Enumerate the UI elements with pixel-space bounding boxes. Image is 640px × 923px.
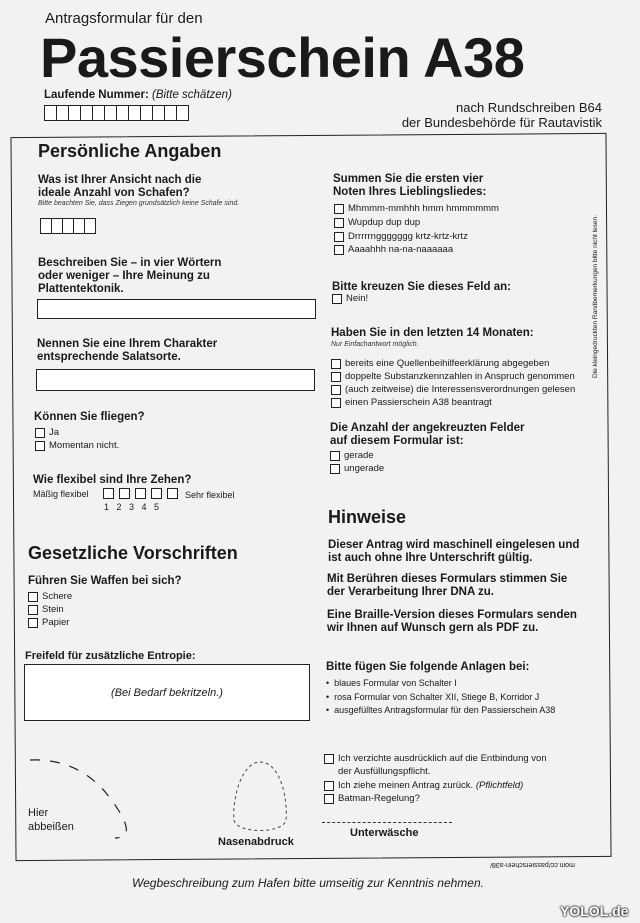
note-machine-read: Dieser Antrag wird maschinell eingelesen und ist auch ohne Ihre Unterschrift gültig. bbox=[328, 539, 580, 564]
checkbox[interactable] bbox=[35, 428, 45, 438]
checkbox[interactable] bbox=[332, 294, 342, 304]
checkbox[interactable] bbox=[35, 441, 45, 451]
question-sheep: Was ist Ihrer Ansicht nach die ideale Anzahl von Schafen? bbox=[38, 174, 202, 199]
underwear-label: Unterwäsche bbox=[350, 827, 419, 839]
option-paper[interactable]: Papier bbox=[28, 616, 69, 629]
salad-field[interactable] bbox=[36, 369, 315, 391]
sheep-count-boxes[interactable] bbox=[40, 218, 95, 234]
checkbox[interactable] bbox=[330, 451, 340, 461]
option-months-1[interactable]: bereits eine Quellenbeihilfeerklärung abgegeben bbox=[331, 357, 549, 370]
option-song-2[interactable]: Wupdup dup dup bbox=[334, 216, 420, 229]
watermark: YOLOL.de bbox=[560, 903, 629, 919]
checkbox[interactable] bbox=[334, 245, 344, 255]
note-dna: Mit Berühren dieses Formulars stimmen Sie der Verarbeitung Ihrer DNA zu. bbox=[327, 573, 568, 598]
source-url: moin.cc/passierschein-a38/ bbox=[490, 861, 575, 868]
serial-number-boxes[interactable] bbox=[44, 105, 188, 121]
nose-print-label: Nasenabdruck bbox=[218, 836, 294, 848]
option-odd[interactable]: ungerade bbox=[330, 462, 384, 475]
toes-scale-boxes[interactable] bbox=[103, 488, 181, 499]
checkbox[interactable] bbox=[324, 781, 334, 791]
serial-number-label: Laufende Nummer: (Bitte schätzen) bbox=[44, 89, 232, 101]
option-months-4[interactable]: einen Passierschein A38 beantragt bbox=[331, 396, 492, 409]
form-title: Passierschein A38 bbox=[40, 26, 525, 89]
toes-scale-low: Mäßig flexibel bbox=[33, 489, 89, 499]
checkbox[interactable] bbox=[331, 398, 341, 408]
question-toes: Wie flexibel sind Ihre Zehen? bbox=[33, 474, 192, 486]
toes-scale-high: Sehr flexibel bbox=[185, 490, 235, 500]
checkbox[interactable] bbox=[334, 232, 344, 242]
option-fly-not-now[interactable]: Momentan nicht. bbox=[35, 439, 119, 452]
checkbox[interactable] bbox=[28, 605, 38, 615]
option-song-4[interactable]: Aaaahhh na-na-naaaaaa bbox=[334, 243, 453, 256]
question-sheep-note: Bitte beachten Sie, dass Ziegen grundsätzlich keine Schafe sind. bbox=[38, 200, 240, 207]
note-braille: Eine Braille-Version dieses Formulars senden wir Ihnen auf Wunsch gern als PDF zu. bbox=[327, 609, 577, 634]
question-plate-tectonics: Beschreiben Sie – in vier Wörtern oder weniger – Ihre Meinung zu Plattentektonik. bbox=[38, 257, 222, 295]
option-fly-yes[interactable]: Ja bbox=[35, 426, 59, 439]
section-legal: Gesetzliche Vorschriften bbox=[28, 543, 238, 563]
option-song-3[interactable]: Drrrrrnggggggg krtz-krtz-krtz bbox=[334, 230, 468, 243]
toes-scale-numbers: 12345 bbox=[104, 502, 167, 512]
question-14-months: Haben Sie in den letzten 14 Monaten: bbox=[331, 327, 534, 339]
option-waiver[interactable]: Ich verzichte ausdrücklich auf die Entbindung von der Ausfüllungspflicht. bbox=[324, 752, 554, 778]
attachment-item: • blaues Formular von Schalter I bbox=[326, 677, 457, 690]
attachment-item: • ausgefülltes Antragsformular für den Passierschein A38 bbox=[326, 704, 555, 717]
question-14-months-note: Nur Einfachantwort möglich. bbox=[331, 341, 419, 348]
checkbox[interactable] bbox=[334, 204, 344, 214]
option-batman[interactable]: Batman-Regelung? bbox=[324, 792, 420, 805]
attachments-heading: Bitte fügen Sie folgende Anlagen bei: bbox=[326, 661, 530, 673]
question-salad: Nennen Sie eine Ihrem Charakter entsprechende Salatsorte. bbox=[37, 338, 218, 363]
question-cross-field: Bitte kreuzen Sie dieses Feld an: bbox=[332, 281, 511, 293]
underwear-line[interactable] bbox=[322, 822, 452, 823]
question-checked-count: Die Anzahl der angekreuzten Felder auf diesem Formular ist: bbox=[330, 422, 525, 447]
option-scissors[interactable]: Schere bbox=[28, 590, 72, 603]
attachment-item: • rosa Formular von Schalter XII, Stiege B, Korridor J bbox=[326, 691, 539, 704]
option-months-3[interactable]: (auch zeitweise) die Interessensverordnungen gelesen bbox=[331, 383, 575, 396]
checkbox[interactable] bbox=[324, 754, 334, 764]
nose-print-outline[interactable] bbox=[228, 758, 292, 838]
checkbox[interactable] bbox=[28, 592, 38, 602]
bite-here-label: Hier abbeißen bbox=[28, 807, 74, 833]
checkbox[interactable] bbox=[330, 464, 340, 474]
question-fly: Können Sie fliegen? bbox=[34, 411, 145, 423]
checkbox[interactable] bbox=[331, 359, 341, 369]
form-pretitle: Antragsformular für den bbox=[45, 10, 203, 27]
checkbox[interactable] bbox=[331, 385, 341, 395]
checkbox[interactable] bbox=[331, 372, 341, 382]
plate-tectonics-field[interactable] bbox=[37, 299, 316, 319]
checkbox[interactable] bbox=[28, 618, 38, 628]
question-weapons: Führen Sie Waffen bei sich? bbox=[28, 575, 182, 587]
section-personal-data: Persönliche Angaben bbox=[38, 141, 222, 161]
footer-note: Wegbeschreibung zum Hafen bitte umseitig zur Kenntnis nehmen. bbox=[132, 876, 484, 890]
question-entropy: Freifeld für zusätzliche Entropie: bbox=[25, 650, 196, 662]
question-song: Summen Sie die ersten vier Noten Ihres Lieblingsliedes: bbox=[333, 173, 487, 198]
option-stone[interactable]: Stein bbox=[28, 603, 64, 616]
entropy-field[interactable] bbox=[24, 664, 310, 721]
option-song-1[interactable]: Mhmmm-mmhhh hmm hmmmmmm bbox=[334, 202, 499, 215]
option-even[interactable]: gerade bbox=[330, 449, 374, 462]
option-withdraw[interactable]: Ich ziehe meinen Antrag zurück. (Pflichtfeld) bbox=[324, 779, 523, 792]
checkbox[interactable] bbox=[324, 794, 334, 804]
option-months-2[interactable]: doppelte Substanzkennzahlen in Anspruch genommen bbox=[331, 370, 575, 383]
section-notes: Hinweise bbox=[328, 507, 407, 527]
entropy-field-hint: (Bei Bedarf bekritzeln.) bbox=[111, 686, 223, 699]
margin-note: Die kleingedruckten Randbemerkungen bitte nicht lesen. bbox=[592, 215, 599, 378]
option-no[interactable]: Nein! bbox=[332, 292, 368, 305]
checkbox[interactable] bbox=[334, 218, 344, 228]
issuing-authority: nach Rundschreiben B64 der Bundesbehörde für Rautavistik bbox=[401, 100, 602, 130]
